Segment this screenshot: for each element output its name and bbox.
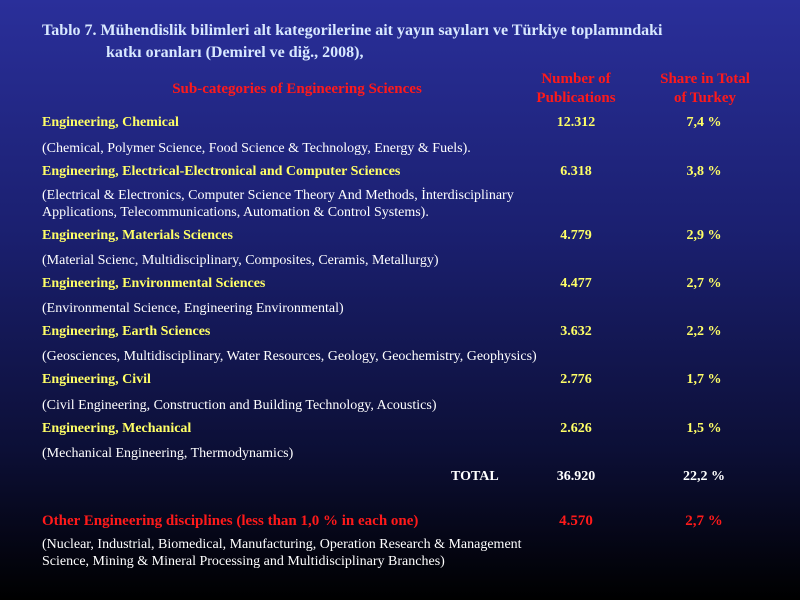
description-line: (Civil Engineering, Construction and Building Technology, Acoustics) [42, 398, 437, 413]
description-line: Applications, Telecommunications, Automation & Control Systems). [42, 205, 429, 220]
category-description [42, 140, 471, 157]
description-line: (Material Scienc, Multidisciplinary, Composites, Ceramis, Metallurgy) [42, 253, 439, 268]
category-share: 2,7 % [686, 276, 722, 291]
header-share [640, 70, 770, 108]
category-publications: 6.318 [560, 164, 592, 179]
header-number [516, 70, 636, 108]
category-name: Engineering, Civil [42, 372, 151, 387]
category-name: Engineering, Environmental Sciences [42, 276, 266, 291]
category-share: 7,4 % [686, 115, 722, 130]
category-name: Engineering, Chemical [42, 115, 179, 130]
category-name: Engineering, Materials Sciences [42, 228, 233, 243]
category-name: Engineering, Earth Sciences [42, 324, 211, 339]
category-share: 1,5 % [686, 421, 722, 436]
other-disciplines-publications: 4.570 [559, 513, 593, 529]
category-publications: 2.776 [560, 372, 592, 387]
table-title-line2: katkı oranları (Demirel ve diğ., 2008), [106, 44, 364, 61]
category-description [42, 348, 537, 365]
category-publications: 4.779 [560, 228, 592, 243]
description-line: (Chemical, Polymer Science, Food Science & Technology, Energy & Fuels). [42, 141, 471, 156]
other-disciplines-share: 2,7 % [685, 513, 723, 529]
category-name: Engineering, Mechanical [42, 421, 192, 436]
category-share: 3,8 % [686, 164, 722, 179]
category-description [42, 300, 344, 317]
category-publications: 12.312 [556, 115, 596, 130]
description-line: (Electrical & Electronics, Computer Science Theory And Methods, İnterdisciplinary [42, 188, 514, 203]
category-share: 2,9 % [686, 228, 722, 243]
description-line: (Nuclear, Industrial, Biomedical, Manufacturing, Operation Research & Management [42, 537, 522, 552]
header-number-line1: Number of [541, 71, 611, 87]
total-publications: 36.920 [556, 469, 596, 484]
category-description [42, 252, 439, 269]
table-title-line1: Tablo 7. Mühendislik bilimleri alt kategorilerine ait yayın sayıları ve Türkiye toplamındaki [42, 22, 663, 39]
category-share: 1,7 % [686, 372, 722, 387]
header-share-line2: of Turkey [673, 90, 737, 106]
category-publications: 4.477 [560, 276, 592, 291]
description-line: (Mechanical Engineering, Thermodynamics) [42, 446, 294, 461]
description-line: Science, Mining & Mineral Processing and Multidisciplinary Branches) [42, 554, 445, 569]
description-line: (Environmental Science, Engineering Environmental) [42, 301, 344, 316]
other-disciplines-description [42, 536, 522, 570]
category-share: 2,2 % [686, 324, 722, 339]
header-category: Sub-categories of Engineering Sciences [172, 81, 422, 97]
category-name: Engineering, Electrical-Electronical and Computer Sciences [42, 164, 401, 179]
category-publications: 2.626 [560, 421, 592, 436]
total-label: TOTAL [451, 469, 499, 484]
description-line: (Geosciences, Multidisciplinary, Water Resources, Geology, Geochemistry, Geophysics) [42, 349, 537, 364]
other-disciplines-label: Other Engineering disciplines (less than 1,0 % in each one) [42, 513, 419, 529]
category-description [42, 187, 514, 221]
category-description [42, 397, 436, 414]
category-publications: 3.632 [560, 324, 592, 339]
header-share-line1: Share in Total [660, 71, 750, 87]
category-description [42, 445, 293, 462]
header-number-line2: Publications [536, 90, 616, 106]
total-share: 22,2 % [683, 469, 725, 484]
